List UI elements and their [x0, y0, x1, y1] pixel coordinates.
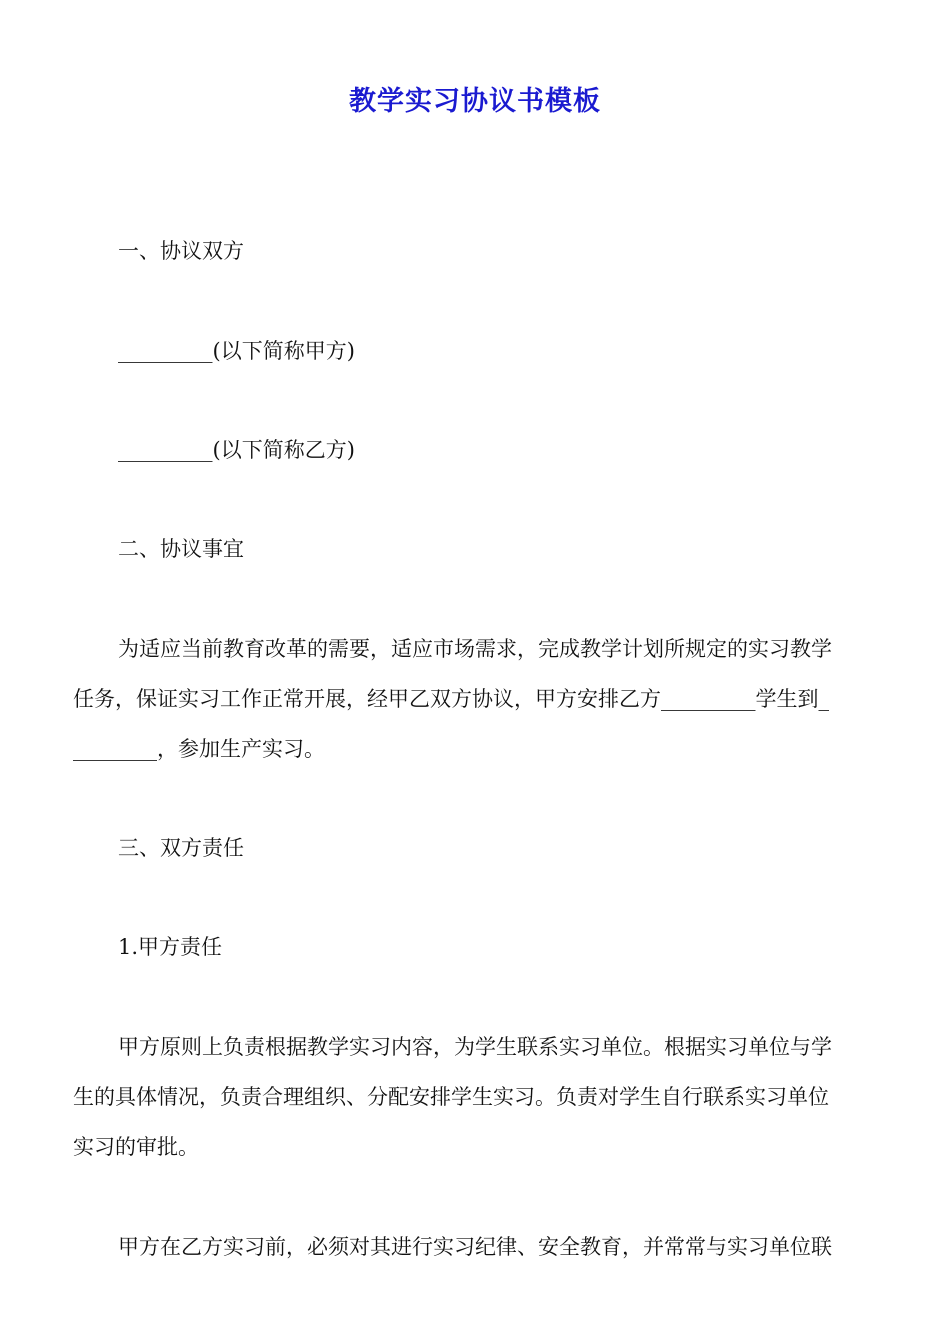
paragraph-line: 为适应当前教育改革的需要，适应市场需求，完成教学计划所规定的实习教学	[118, 637, 832, 661]
paragraph-line: 实习的审批。	[73, 1135, 199, 1159]
section-heading-responsibilities: 三、双方责任	[118, 836, 244, 860]
section-heading-parties: 一、协议双方	[118, 239, 244, 263]
party-a-line: _________(以下简称甲方)	[118, 339, 355, 363]
subsection-heading-party-a: 1.甲方责任	[118, 935, 223, 959]
paragraph-line: ________，参加生产实习。	[73, 737, 325, 761]
document-title: 教学实习协议书模板	[349, 86, 601, 117]
paragraph-line: 生的具体情况，负责合理组织、分配安排学生实习。负责对学生自行联系实习单位	[73, 1085, 829, 1109]
paragraph-line: 甲方在乙方实习前，必须对其进行实习纪律、安全教育，并常常与实习单位联	[118, 1235, 832, 1259]
paragraph-line: 甲方原则上负责根据教学实习内容，为学生联系实习单位。根据实习单位与学	[118, 1035, 832, 1059]
section-heading-matters: 二、协议事宜	[118, 537, 244, 561]
party-b-line: _________(以下简称乙方)	[118, 438, 355, 462]
paragraph-line: 任务，保证实习工作正常开展，经甲乙双方协议，甲方安排乙方_________学生到_	[73, 687, 829, 711]
